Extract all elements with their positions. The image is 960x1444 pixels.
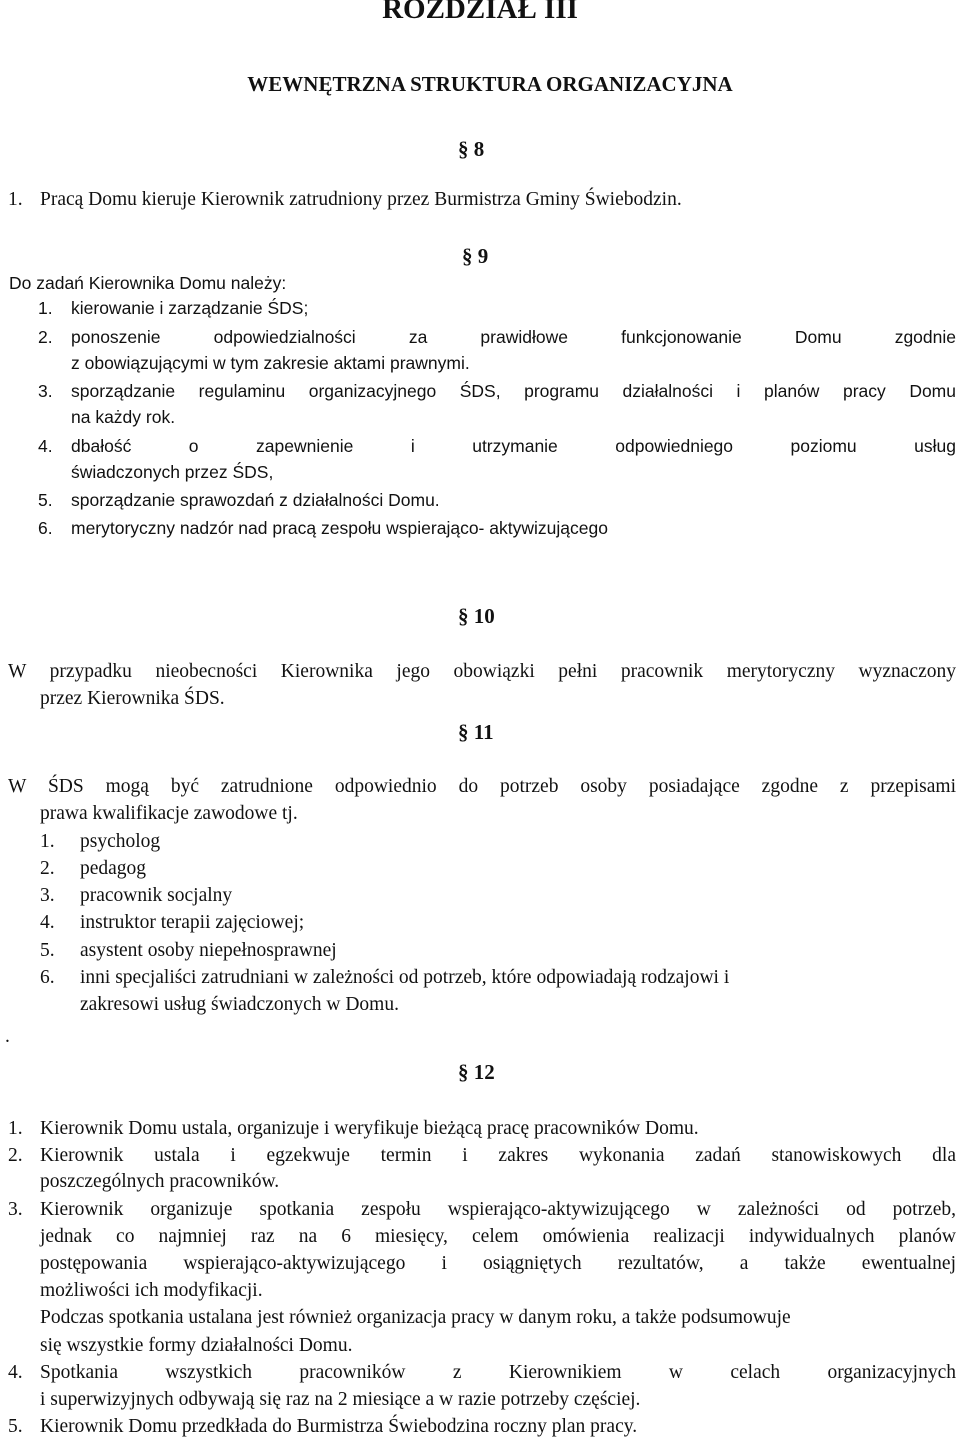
- section-8-heading: § 8: [458, 137, 485, 161]
- section-11-item-5-text: asystent osoby niepełnosprawnej: [80, 940, 337, 961]
- section-11-item-1-number: 1.: [40, 831, 55, 852]
- section-9-item-4-line-1: dbałość o zapewnienie i utrzymanie odpowiedniego poziomu usług: [71, 436, 956, 456]
- section-12-item-2-line-1: Kierownik ustala i egzekwuje termin i zakres wykonania zadań stanowiskowych dla: [40, 1145, 956, 1166]
- section-11-item-3-text: pracownik socjalny: [80, 885, 233, 906]
- stray-dot: .: [5, 1026, 10, 1047]
- section-9-heading: § 9: [462, 244, 489, 268]
- section-10-line-1: W przypadku nieobecności Kierownika jego obowiązki pełni pracownik merytoryczny wyznaczony: [8, 661, 956, 682]
- section-9-item-3-number: 3.: [38, 381, 53, 401]
- section-12-item-1-text: Kierownik Domu ustala, organizuje i weryfikuje bieżącą pracę pracowników Domu.: [40, 1118, 699, 1139]
- section-9-item-2-line-2: z obowiązującymi w tym zakresie aktami prawnymi.: [71, 353, 470, 373]
- section-9-item-5-number: 5.: [38, 490, 53, 510]
- section-12-item-2-number: 2.: [8, 1145, 23, 1166]
- section-12-item-1-number: 1.: [8, 1118, 23, 1139]
- section-9-intro: Do zadań Kierownika Domu należy:: [9, 273, 287, 293]
- section-11-item-2-text: pedagog: [80, 858, 147, 879]
- section-11-item-6-line-1: inni specjaliści zatrudniani w zależności od potrzeb, które odpowiadają rodzajowi i: [80, 967, 730, 988]
- section-12-item-3-line-3: postępowania wspierająco-aktywizującego i osiągniętych rezultatów, a także ewentualnej: [40, 1253, 956, 1274]
- section-9-item-6-text: merytoryczny nadzór nad pracą zespołu wspierająco- aktywizującego: [71, 518, 608, 538]
- section-9-item-3-line-1: sporządzanie regulaminu organizacyjnego ŚDS, programu działalności i planów pracy Domu: [71, 381, 956, 401]
- section-9-item-4-number: 4.: [38, 436, 53, 456]
- section-9-item-2-line-1: ponoszenie odpowiedzialności za prawidłowe funkcjonowanie Domu zgodnie: [71, 327, 956, 347]
- section-12-item-3-line-1: Kierownik organizuje spotkania zespołu wspierająco-aktywizującego w zależności od potrzeb,: [40, 1199, 956, 1220]
- section-9-item-3-line-2: na każdy rok.: [71, 407, 176, 427]
- section-12-item-2-line-2: poszczególnych pracowników.: [40, 1171, 280, 1192]
- item-number: 1.: [8, 189, 23, 210]
- section-10-line-2: przez Kierownika ŚDS.: [40, 688, 225, 709]
- section-9-item-5-text: sporządzanie sprawozdań z działalności Domu.: [71, 490, 440, 510]
- section-9-item-2-number: 2.: [38, 327, 53, 347]
- section-11-item-4-text: instruktor terapii zajęciowej;: [80, 912, 305, 933]
- section-12-item-3-line-6: się wszystkie formy działalności Domu.: [40, 1335, 353, 1356]
- section-12-item-4-line-1: Spotkania wszystkich pracowników z Kierownikiem w celach organizacyjnych: [40, 1362, 956, 1383]
- section-12-item-3-line-2: jednak co najmniej raz na 6 miesięcy, celem omówienia realizacji indywidualnych planów: [40, 1226, 956, 1247]
- section-11-item-5-number: 5.: [40, 940, 55, 961]
- section-11-item-1-text: psycholog: [80, 831, 161, 852]
- section-12-item-3-line-5: Podczas spotkania ustalana jest również organizacja pracy w danym roku, a także podsumowuje: [40, 1307, 791, 1328]
- section-11-heading: § 11: [458, 720, 494, 744]
- section-11-item-6-line-2: zakresowi usług świadczonych w Domu.: [80, 994, 399, 1015]
- section-11-line-2: prawa kwalifikacje zawodowe tj.: [40, 803, 298, 824]
- section-9-item-4-line-2: świadczonych przez ŚDS,: [71, 462, 274, 482]
- section-12-heading: § 12: [458, 1060, 495, 1084]
- item-text: Pracą Domu kieruje Kierownik zatrudniony przez Burmistrza Gminy Świebodzin.: [40, 189, 682, 210]
- section-9-item-1-number: 1.: [38, 298, 53, 318]
- section-12-item-5-number: 5.: [8, 1416, 23, 1437]
- section-12-item-5-text: Kierownik Domu przedkłada do Burmistrza Świebodzina roczny plan pracy.: [40, 1416, 638, 1437]
- section-11-item-4-number: 4.: [40, 912, 55, 933]
- section-9-item-6-number: 6.: [38, 518, 53, 538]
- chapter-subtitle: WEWNĘTRZNA STRUKTURA ORGANIZACYJNA: [247, 72, 733, 96]
- section-12-item-4-line-2: i superwizyjnych odbywają się raz na 2 miesiące a w razie potrzeby częściej.: [40, 1389, 641, 1410]
- section-11-item-3-number: 3.: [40, 885, 55, 906]
- section-12-item-4-number: 4.: [8, 1362, 23, 1383]
- section-10-heading: § 10: [458, 604, 495, 628]
- section-11-line-1: W ŚDS mogą być zatrudnione odpowiednio do potrzeb osoby posiadające zgodne z przepisami: [8, 776, 956, 797]
- section-12-item-3-number: 3.: [8, 1199, 23, 1220]
- section-11-item-6-number: 6.: [40, 967, 55, 988]
- section-12-item-3-line-4: możliwości ich modyfikacji.: [40, 1280, 263, 1301]
- section-11-item-2-number: 2.: [40, 858, 55, 879]
- chapter-title: ROZDZIAŁ III: [382, 0, 578, 25]
- section-9-item-1-text: kierowanie i zarządzanie ŚDS;: [71, 298, 309, 318]
